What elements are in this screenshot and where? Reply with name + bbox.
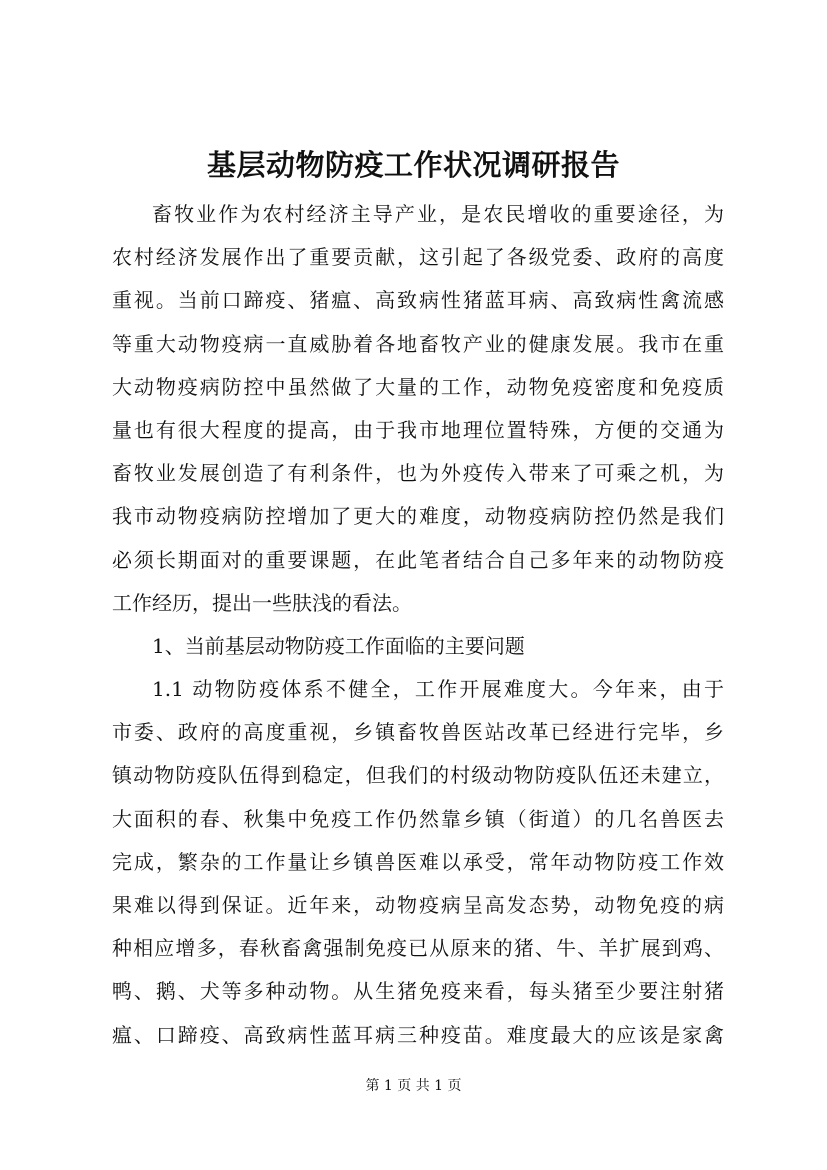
document-title: 基层动物防疫工作状况调研报告 [206,148,620,182]
paragraph-1-line: 必须长期面对的重要课题，在此笔者结合自己多年来的动物防疫 [112,547,724,572]
section-heading: 1、当前基层动物防疫工作面临的主要问题 [152,633,525,658]
paragraph-2-line: 种相应增多，春秋畜禽强制免疫已从原来的猪、牛、羊扩展到鸡、 [112,936,724,961]
paragraph-1-line: 重视。当前口蹄疫、猪瘟、高致病性猪蓝耳病、高致病性禽流感 [112,288,724,313]
paragraph-2-line: 大面积的春、秋集中免疫工作仍然靠乡镇（街道）的几名兽医去 [112,806,724,831]
paragraph-2-line: 瘟、口蹄疫、高致病性蓝耳病三种疫苗。难度最大的应该是家禽 [112,1022,724,1047]
paragraph-1-line: 大动物疫病防控中虽然做了大量的工作，动物免疫密度和免疫质 [112,374,724,399]
paragraph-2-line: 果难以得到保证。近年来，动物疫病呈高发态势，动物免疫的病 [112,893,724,917]
document-body [112,193,724,1057]
paragraph-2-line: 镇动物防疫队伍得到稳定，但我们的村级动物防疫队伍还未建立， [112,763,724,788]
paragraph-1-line: 畜牧业发展创造了有利条件，也为外疫传入带来了可乘之机，为 [112,461,724,486]
paragraph-2-line: 市委、政府的高度重视，乡镇畜牧兽医站改革已经进行完毕，乡 [112,720,724,745]
paragraph-2-line: 1.1 动物防疫体系不健全，工作开展难度大。今年来，由于 [152,677,724,702]
page-footer: 第 1 页 共 1 页 [365,1078,462,1094]
paragraph-1-line: 农村经济发展作出了重要贡献，这引起了各级党委、政府的高度 [112,245,724,270]
paragraph-1-line: 等重大动物疫病一直威胁着各地畜牧产业的健康发展。我市在重 [112,331,724,356]
paragraph-1-line: 工作经历，提出一些肤浅的看法。 [112,590,412,615]
paragraph-2-line: 鸭、鹅、犬等多种动物。从生猪免疫来看，每头猪至少要注射猪 [112,979,724,1004]
paragraph-2-line: 完成，繁杂的工作量让乡镇兽医难以承受，常年动物防疫工作效 [112,849,724,874]
paragraph-1-line: 量也有很大程度的提高，由于我市地理位置特殊，方便的交通为 [112,417,724,442]
paragraph-1-line: 畜牧业作为农村经济主导产业，是农民增收的重要途径，为 [152,202,724,226]
paragraph-1-line: 我市动物疫病防控增加了更大的难度，动物疫病防控仍然是我们 [112,504,724,529]
